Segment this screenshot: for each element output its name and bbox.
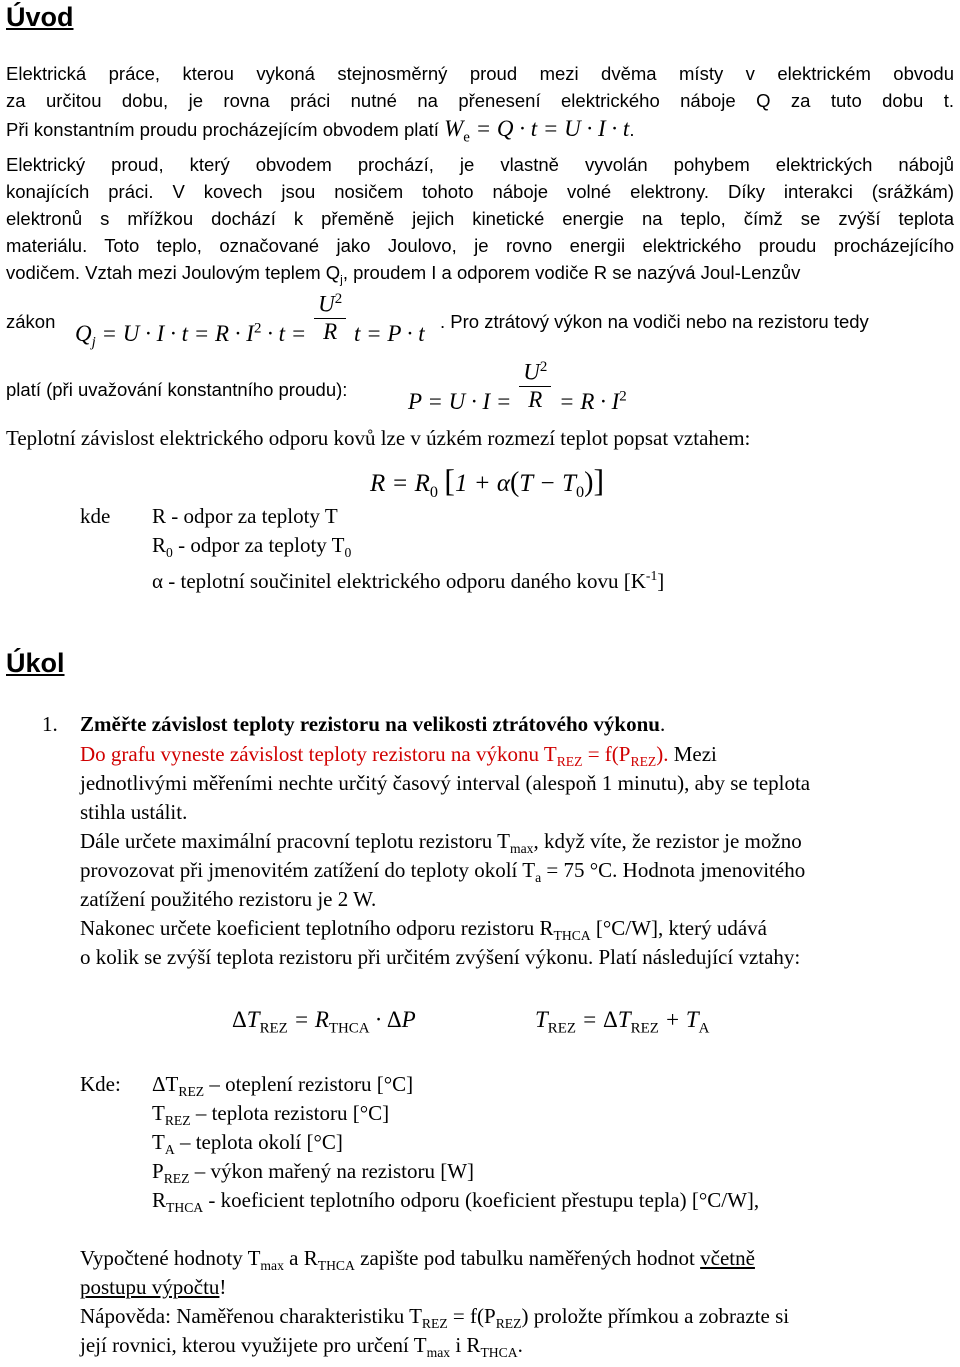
intro-heading: Úvod	[6, 2, 74, 32]
definition-r0: $R_0$ - odpor za teploty $T_0$	[152, 533, 352, 561]
intro-line-5: konajících práci. V kovech jsou nosičem tohoto náboje volné elektrony. Díky interakci (srážkám)	[6, 181, 954, 202]
task-line-5: Dále určete maximální pracovní teplotu rezistoru $T_{max}$, když víte, že rezistor je možno	[80, 829, 802, 857]
task-line-4: stihla ustálit.	[80, 800, 188, 824]
joule-lenz-tail: . Pro ztrátový výkon na vodiči nebo na rezistoru tedy	[440, 311, 869, 332]
temperature-dependence-text: Teplotní závislost elektrického odporu kovů lze v úzkém rozmezí teplot popsat vztahem:	[6, 426, 751, 450]
intro-line-1: Elektrická práce, kterou vykoná stejnosměrný proud mezi dvěma místy v elektrickém obvodu	[6, 63, 954, 84]
intro-line-8: vodičem. Vztah mezi Joulovým teplem $Q_j$, proudem I a odporem vodiče R se nazývá Joul-Lenzův	[6, 262, 801, 287]
resistance-formula: $R = R_0$ $[1 + \alpha(T - T_0)]$	[370, 462, 605, 501]
resistor-temperature-formula: $T_{REZ} = \Delta T_{REZ} + T_A$	[535, 1007, 710, 1037]
joule-lenz-label: zákon	[6, 311, 56, 332]
task-line-2: Do grafu vyneste závislost teploty rezistoru na výkonu $T_{REZ} = f(P_{REZ})$. Mezi	[80, 742, 717, 770]
intro-line-3: Při konstantním proudu procházejícím obvodem platí $W_e = Q \cdot t = U \cdot I \cdot t$.	[6, 116, 635, 146]
joule-lenz-formula: $Q_j = U \cdot I \cdot t = R \cdot I^2 \cdot t$ = $\frac{U^2}{R}$ t = P · t	[75, 286, 425, 345]
results-line-2: postupu výpočtu!	[80, 1275, 227, 1299]
definition-r: R - odpor za teploty T	[152, 504, 338, 528]
intro-line-4: Elektrický proud, který obvodem prochází, je vlastně vyvolán pohybem elektrických nábojů	[6, 154, 954, 175]
definition-p-rez: $P_{REZ}$ – výkon mařený na rezistoru [W]	[152, 1159, 475, 1187]
graph-instruction: Do grafu vyneste závislost teploty rezistoru na výkonu $T_{REZ} = f(P_{REZ})$.	[80, 742, 669, 770]
kde-label-2: Kde:	[80, 1072, 121, 1096]
hint-line-2: její rovnici, kterou využijete pro určení $T_{max}$ i $R_{THCA}$.	[80, 1333, 523, 1361]
temperature-rise-formula: $\Delta T_{REZ} = R_{THCA} \cdot \Delta P$	[232, 1007, 416, 1037]
results-line-1: Vypočtené hodnoty $T_{max}$ a $R_{THCA}$ zapište pod tabulku naměřených hodnot včetně	[80, 1246, 755, 1274]
work-formula: $W_e = Q \cdot t = U \cdot I \cdot t$	[444, 116, 630, 146]
task-line-9: o kolik se zvýší teplota rezistoru při určitém zvýšení výkonu. Platí následující vztahy:	[80, 945, 801, 969]
definition-t-a: $T_A$ – teplota okolí [°C]	[152, 1130, 343, 1158]
intro-line-2: za určitou dobu, je rovna práci nutné na přenesení elektrického náboje Q za tuto dobu t.	[6, 90, 954, 111]
power-label: platí (při uvažování konstantního proudu):	[6, 379, 348, 400]
definition-t-rez: $T_{REZ}$ – teplota rezistoru [°C]	[152, 1101, 390, 1129]
task-line-7: zatížení použitého rezistoru je 2 W.	[80, 887, 377, 911]
task-line-6: provozovat při jmenovitém zatížení do teploty okolí $T_a = 75$ °C. Hodnota jmenovitého	[80, 858, 806, 886]
definition-r-thca: $R_{THCA}$ - koeficient teplotního odporu (koeficient přestupu tepla) [°C/W],	[152, 1188, 760, 1216]
definition-alpha: α - teplotní součinitel elektrického odporu daného kovu $[K^{-1}]$	[152, 568, 665, 593]
task-line-1: Změřte závislost teploty rezistoru na velikosti ztrátového výkonu.	[80, 712, 666, 736]
hint-line-1: Nápověda: Naměřenou charakteristiku $T_{REZ} = f(P_{REZ})$ proložte přímkou a zobrazte si	[80, 1304, 790, 1332]
intro-line-6: elektronů s mřížkou dochází k přeměně jejich kinetické energie na teplo, čímž se zvýší teplota	[6, 208, 954, 229]
task-line-8: Nakonec určete koeficient teplotního odporu rezistoru $R_{THCA}$ [°C/W], který udává	[80, 916, 767, 944]
task-number: 1.	[42, 712, 58, 736]
intro-line-7: materiálu. Toto teplo, označované jako Joulovo, je rovno energii elektrického proudu procházejícího	[6, 235, 954, 256]
task-line-3: jednotlivými měřeními nechte určitý časový interval (alespoň 1 minutu), aby se teplota	[80, 771, 811, 795]
kde-label: kde	[80, 504, 111, 528]
power-formula: P = U · I = $\frac{U^2}{R}$ = $R \cdot I^2$	[408, 354, 627, 413]
definition-delta-t: $\Delta T_{REZ}$ – oteplení rezistoru [°C]	[152, 1072, 414, 1100]
task-heading: Úkol	[6, 648, 65, 678]
